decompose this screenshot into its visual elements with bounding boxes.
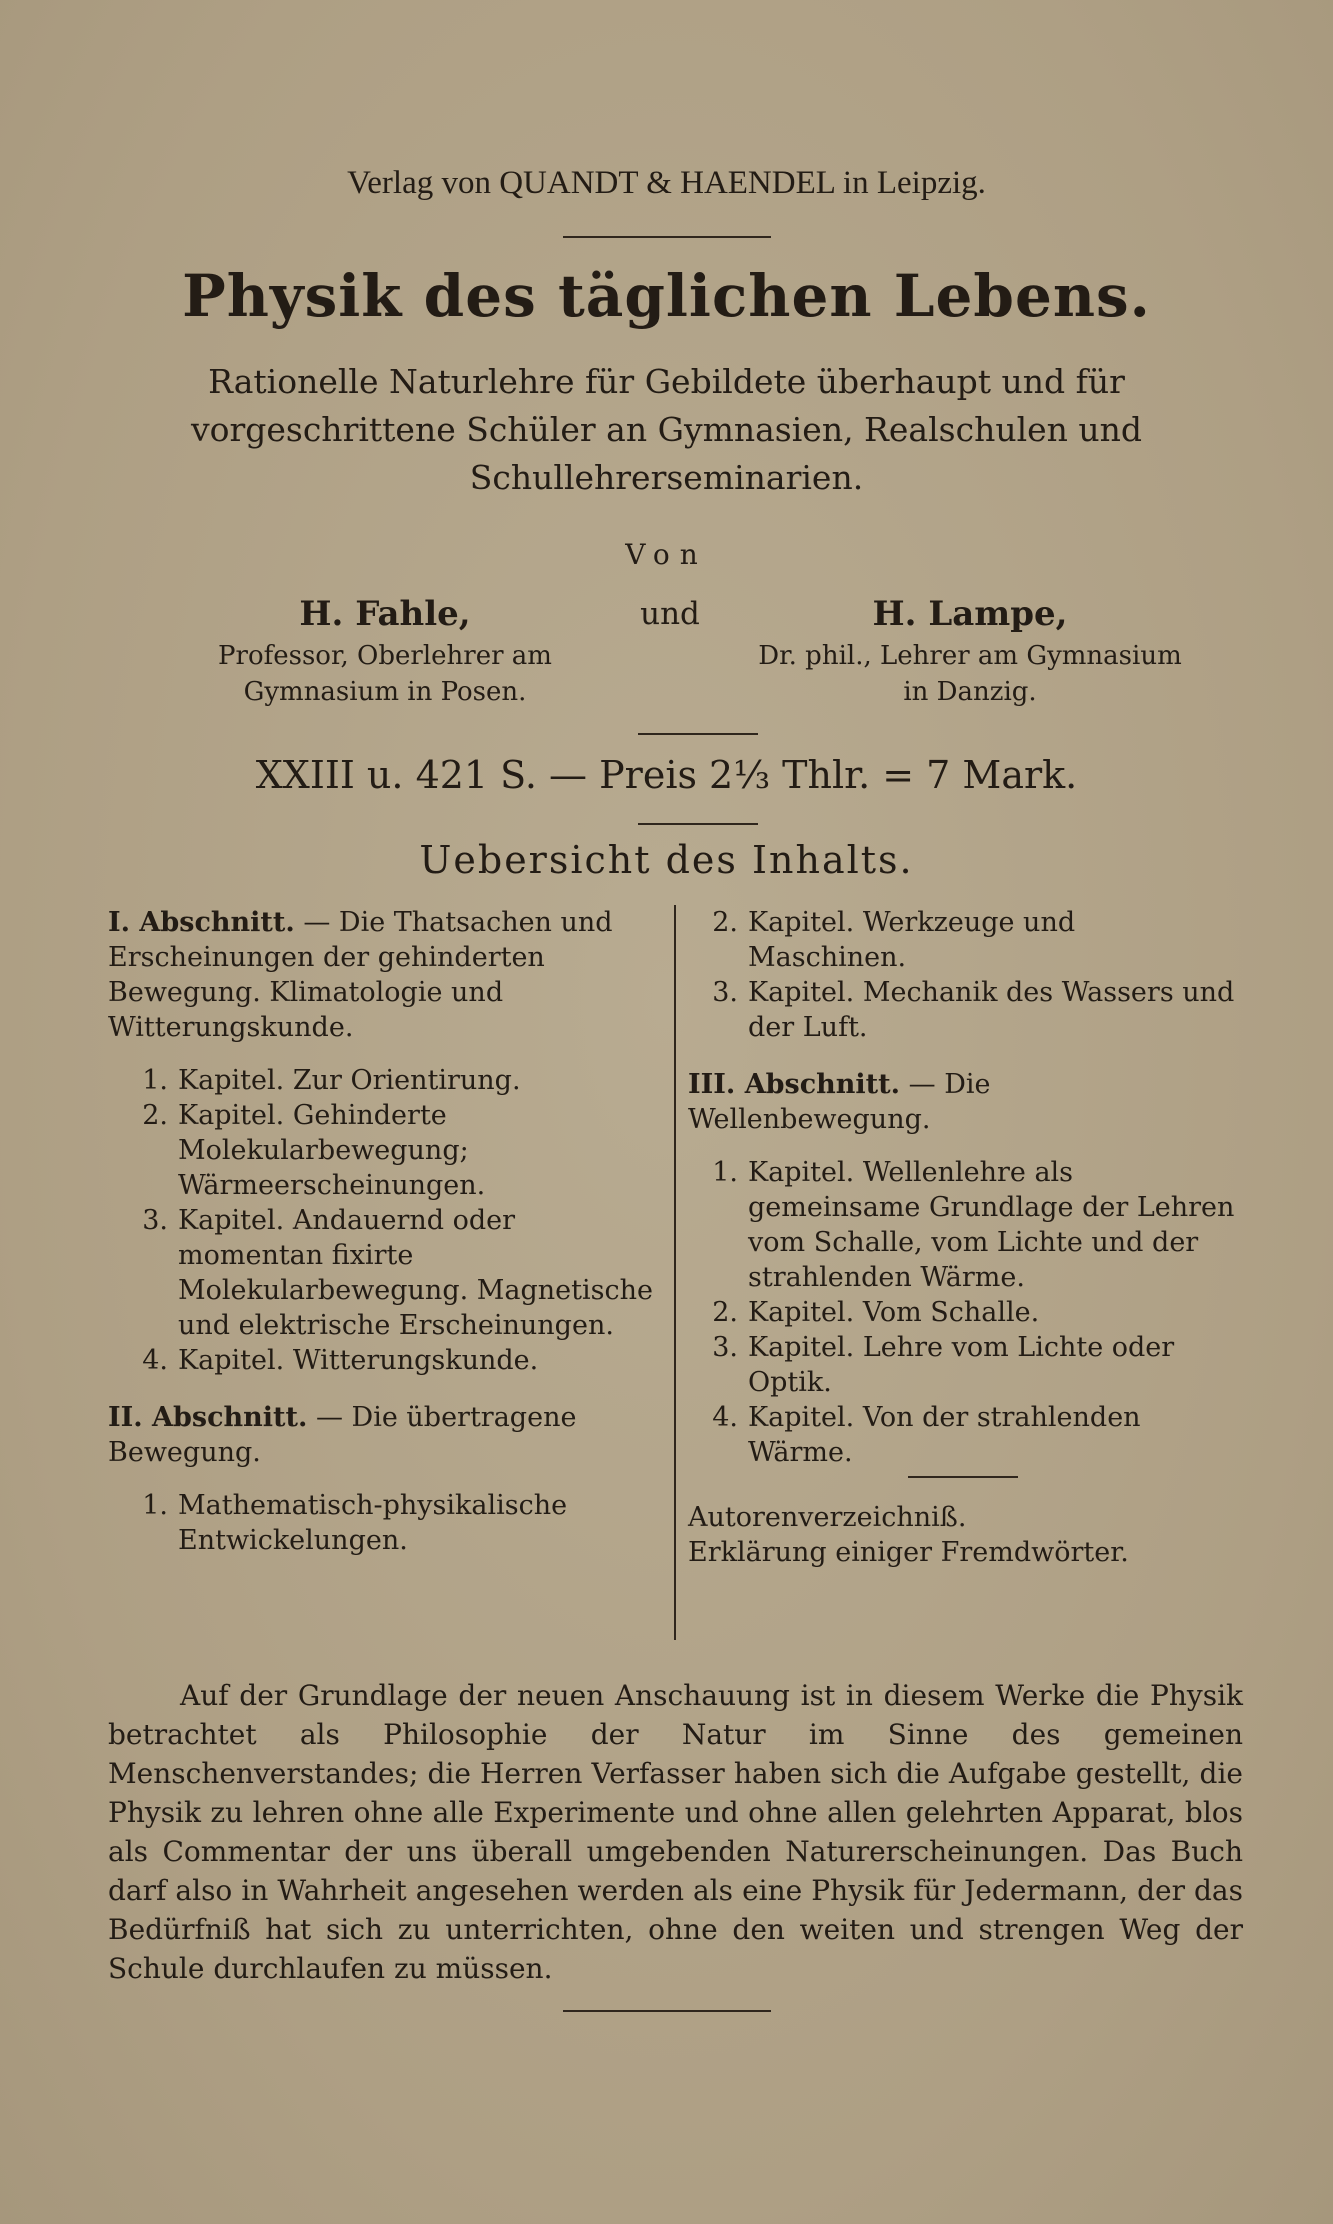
toc-section-1: [108, 905, 660, 1045]
divider-top: [563, 236, 771, 238]
and-label: und: [640, 596, 700, 632]
toc-left-column: [108, 905, 660, 1558]
section-description: — Die übertragene Bewegung.: [108, 1402, 577, 1468]
chapter-number: 3.: [712, 977, 738, 1008]
chapter-title: Kapitel. Lehre vom Lichte oder Optik.: [748, 1332, 1175, 1398]
chapter-title: Kapitel. Von der strahlenden Wärme.: [748, 1402, 1141, 1468]
toc-heading: Uebersicht des Inhalts.: [419, 838, 914, 882]
appendix-item: Autorenverzeichniß.: [688, 1502, 967, 1533]
chapter-title: Kapitel. Vom Schalle.: [748, 1297, 1040, 1328]
section-description: — Die Thatsachen und Erscheinungen der gehinderten Bewegung. Klimatologie und Witterungskunde.: [108, 907, 613, 1043]
by-label: Von: [625, 538, 708, 571]
author-title: Professor, Oberlehrer am: [218, 641, 552, 671]
divider-bottom: [563, 2010, 771, 2012]
divider-price-top: [638, 733, 758, 735]
list-item: [688, 1295, 1238, 1330]
chapter-number: 1.: [142, 1490, 168, 1521]
section-lead: III. Abschnitt.: [688, 1069, 901, 1100]
chapter-list: [108, 1488, 660, 1558]
chapter-number: 1.: [712, 1157, 738, 1188]
list-item: [118, 1203, 660, 1343]
toc-section-2: [108, 1400, 660, 1470]
author-place: Gymnasium in Posen.: [243, 677, 527, 707]
chapter-title: Kapitel. Andauernd oder momentan fixirte Molekularbewegung. Magnetische und elektrische Erscheinungen.: [178, 1205, 653, 1341]
author-name: H. Fahle,: [299, 594, 471, 634]
chapter-number: 3.: [712, 1332, 738, 1363]
chapter-number: 2.: [142, 1100, 168, 1131]
book-title: Physik des täglichen Lebens.: [182, 262, 1151, 330]
spacer: [108, 1378, 660, 1400]
chapter-title: Kapitel. Werkzeuge und Maschinen.: [748, 907, 1076, 973]
author-place: in Danzig.: [903, 677, 1037, 707]
appendix-list: [688, 1500, 1238, 1570]
section-description: — Die Wellenbewegung.: [688, 1069, 991, 1135]
chapter-title: Kapitel. Witterungskunde.: [178, 1345, 539, 1376]
list-item: [118, 1343, 660, 1378]
chapter-number: 2.: [712, 1297, 738, 1328]
chapter-title: Mathematisch-physikalische Entwickelungen.: [178, 1490, 568, 1556]
chapter-title: Kapitel. Wellenlehre als gemeinsame Grundlage der Lehren vom Schalle, vom Lichte und der strahlenden Wärme.: [748, 1157, 1235, 1293]
chapter-list: [688, 905, 1238, 1045]
chapter-number: 2.: [712, 907, 738, 938]
author-name: H. Lampe,: [872, 594, 1068, 634]
chapter-title: Kapitel. Mechanik des Wassers und der Luft.: [748, 977, 1235, 1043]
chapter-number: 3.: [142, 1205, 168, 1236]
chapter-list: [108, 1063, 660, 1378]
list-item: [688, 1155, 1238, 1295]
chapter-title: Kapitel. Gehinderte Molekularbewegung; Wärmeerscheinungen.: [178, 1100, 486, 1201]
list-item: [688, 975, 1238, 1045]
section-lead: II. Abschnitt.: [108, 1402, 308, 1433]
list-item: [688, 1330, 1238, 1400]
list-item: [118, 1063, 660, 1098]
list-item: [688, 1400, 1238, 1470]
chapter-title: Kapitel. Zur Orientirung.: [178, 1065, 521, 1096]
appendix-item: Erklärung einiger Fremdwörter.: [688, 1537, 1129, 1568]
publisher-line: Verlag von QUANDT & HAENDEL in Leipzig.: [347, 165, 986, 201]
price-line: XXIII u. 421 S. — Preis 2⅓ Thlr. = 7 Mark.: [255, 753, 1078, 797]
list-item: [688, 905, 1238, 975]
toc-right-column: [688, 905, 1238, 1570]
chapter-list: [688, 1155, 1238, 1470]
spacer: [688, 1478, 1238, 1500]
section-lead: I. Abschnitt.: [108, 907, 295, 938]
column-divider: [674, 905, 676, 1640]
chapter-number: 4.: [142, 1345, 168, 1376]
toc-section-3: [688, 1067, 1238, 1137]
author-title: Dr. phil., Lehrer am Gymnasium: [758, 641, 1182, 671]
chapter-number: 4.: [712, 1402, 738, 1433]
author-lampe: [730, 590, 1210, 710]
author-fahle: [170, 590, 600, 710]
spacer: [688, 1045, 1238, 1067]
list-item: [118, 1098, 660, 1203]
chapter-number: 1.: [142, 1065, 168, 1096]
description-paragraph: Auf der Grundlage der neuen Anschauung ist in diesem Werke die Physik betrachtet als Philosophie der Natur im Sinne des gemeinen Menschenverstandes; die Herren Verfasser haben sich die Aufgabe gestellt, die Physik zu lehren ohne alle Experimente und ohne allen gelehrten Apparat, blos als Commentar der uns überall umgebenden Naturerscheinungen. Das Buch darf also in Wahrheit angesehen werden als eine Physik für Jedermann, der das Bedürfniß hat sich zu unterrichten, ohne den weiten und strengen Weg der Schule durchlaufen zu müssen.: [108, 1679, 1243, 1985]
list-item: [118, 1488, 660, 1558]
divider-price-bottom: [638, 823, 758, 825]
book-subtitle: Rationelle Naturlehre für Gebildete überhaupt und für vorgeschrittene Schüler an Gymnasien, Realschulen und Schullehrerseminarien.: [190, 362, 1143, 497]
